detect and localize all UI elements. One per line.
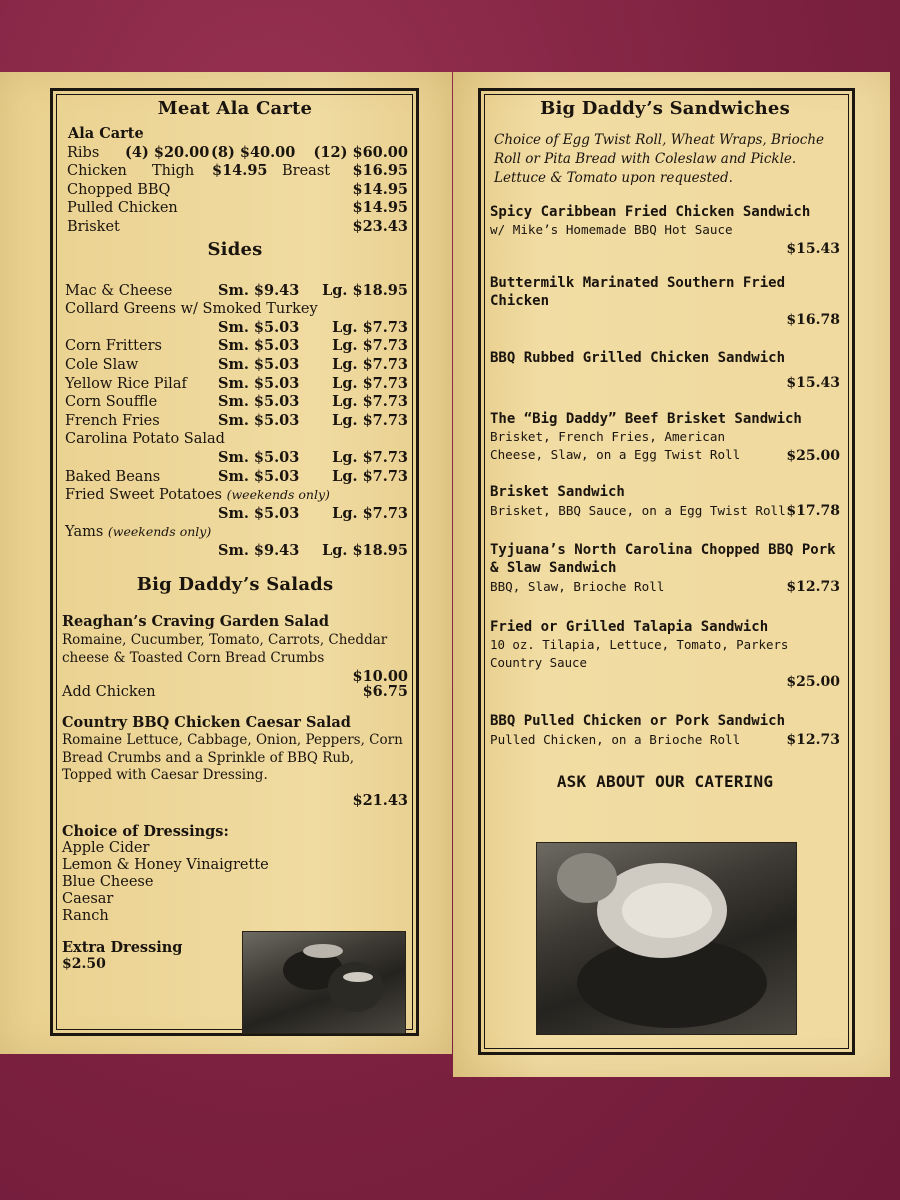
side-baked-beans: Baked Beans Sm. $5.03 Lg. $7.73 <box>65 467 408 485</box>
dressing-item: Blue Cheese <box>62 873 154 890</box>
extra-dressing-price: $2.50 <box>62 955 106 972</box>
ribs-row: Ribs (4) $20.00 (8) $40.00 (12) $60.00 <box>67 143 408 161</box>
side-french-fries: French Fries Sm. $5.03 Lg. $7.73 <box>65 411 408 429</box>
sandwich-desc: Brisket, French Fries, American Cheese, Slaw, on a Egg Twist Roll <box>490 429 741 462</box>
caesar-salad <box>62 714 408 811</box>
sandwich-price: $17.78 <box>786 503 840 519</box>
sandwich-desc: Brisket, BBQ Sauce, on a Egg Twist Roll <box>490 503 786 518</box>
sandwich-price: $15.43 <box>786 375 840 391</box>
sandwiches-intro: Choice of Egg Twist Roll, Wheat Wraps, Brioche Roll or Pita Bread with Coleslaw and Pickle. Lettuce & Tomato upon requested. <box>494 132 825 186</box>
sandwich-price: $12.73 <box>786 732 840 748</box>
side-cole-slaw: Cole Slaw Sm. $5.03 Lg. $7.73 <box>65 355 408 373</box>
sandwich-price: $12.73 <box>786 579 840 595</box>
catering-note: ASK ABOUT OUR CATERING <box>556 772 774 791</box>
side-corn-souffle: Corn Souffle Sm. $5.03 Lg. $7.73 <box>65 393 408 411</box>
caesar-salad-price: $21.43 <box>352 791 408 809</box>
salads-title: Big Daddy’s Salads <box>136 574 334 596</box>
dressings-title: Choice of Dressings: <box>62 822 229 840</box>
sandwich-price: $25.00 <box>786 448 840 464</box>
ala-carte-label: Ala Carte <box>68 125 144 142</box>
chopped-bbq-row: Chopped BBQ $14.95 <box>67 180 408 198</box>
sandwich-item <box>490 410 840 464</box>
side-sweet-potatoes: Fried Sweet Potatoes (weekends only) <box>65 487 330 504</box>
sandwich-name: BBQ Rubbed Grilled Chicken Sandwich <box>490 350 786 366</box>
dressing-item: Apple Cider <box>62 839 150 856</box>
sides-list <box>62 282 408 561</box>
side-potato-salad: Carolina Potato Salad <box>65 431 225 448</box>
sandwich-price: $25.00 <box>786 674 840 690</box>
sandwich-name: Fried or Grilled Talapia Sandwich <box>490 619 769 635</box>
sandwich-name: The “Big Daddy” Beef Brisket Sandwich <box>490 411 802 427</box>
side-potato-salad-prices: Sm. $5.03 Lg. $7.73 <box>218 448 408 466</box>
sandwich-item <box>490 483 840 521</box>
right-menu-content <box>490 92 840 791</box>
side-mac-cheese: Mac & Cheese Sm. $9.43 Lg. $18.95 <box>65 281 408 299</box>
sandwich-desc: BBQ, Slaw, Brioche Roll <box>490 579 665 594</box>
salad-photo <box>242 931 406 1034</box>
dressing-item: Ranch <box>62 907 109 924</box>
sides-title: Sides <box>207 238 263 260</box>
garden-salad-desc: Romaine, Cucumber, Tomato, Carrots, Cheddar cheese & Toasted Corn Bread Crumbs <box>62 632 388 667</box>
side-corn-fritters: Corn Fritters Sm. $5.03 Lg. $7.73 <box>65 337 408 355</box>
sandwich-desc: 10 oz. Tilapia, Lettuce, Tomato, Parkers Country Sauce <box>490 637 789 670</box>
garden-salad-name: Reaghan’s Craving Garden Salad <box>62 613 330 631</box>
dressing-item: Caesar <box>62 890 114 907</box>
sandwich-photo <box>536 842 797 1035</box>
garden-salad <box>62 613 408 687</box>
sandwich-desc: Pulled Chicken, on a Brioche Roll <box>490 732 741 747</box>
caesar-salad-name: Country BBQ Chicken Caesar Salad <box>62 714 351 732</box>
meat-ala-carte-title: Meat Ala Carte <box>157 98 313 119</box>
sandwich-name: BBQ Pulled Chicken or Pork Sandwich <box>490 713 786 729</box>
sandwich-desc: w/ Mike’s Homemade BBQ Hot Sauce <box>490 222 733 237</box>
sandwich-name: Tyjuana’s North Carolina Chopped BBQ Pork & Slaw Sandwich <box>490 542 836 576</box>
sandwich-item <box>490 203 840 259</box>
sandwich-name: Brisket Sandwich <box>490 484 625 500</box>
caesar-salad-desc: Romaine Lettuce, Cabbage, Onion, Peppers, Corn Bread Crumbs and a Sprinkle of BBQ Rub, Topped with Caesar Dressing. <box>62 732 403 784</box>
sandwich-item <box>490 618 840 692</box>
brisket-row: Brisket $23.43 <box>67 217 408 235</box>
side-yams-prices: Sm. $9.43 Lg. $18.95 <box>218 541 408 559</box>
dressing-item: Lemon & Honey Vinaigrette <box>62 856 269 873</box>
sandwich-item <box>490 274 840 330</box>
left-menu-content <box>62 92 408 973</box>
side-sweet-potatoes-prices: Sm. $5.03 Lg. $7.73 <box>218 504 408 522</box>
sandwich-item <box>490 712 840 750</box>
pulled-chicken-row: Pulled Chicken $14.95 <box>67 199 408 217</box>
garden-salad-price: $10.00 <box>352 668 408 686</box>
dressings-section <box>62 823 408 925</box>
side-collard-greens-prices: Sm. $5.03 Lg. $7.73 <box>218 318 408 336</box>
extra-dressing-name: Extra Dressing <box>62 938 183 956</box>
sandwich-price: $16.78 <box>786 312 840 328</box>
sandwich-name: Buttermilk Marinated Southern Fried Chicken <box>490 275 786 309</box>
sandwich-item <box>490 541 840 597</box>
chicken-row: Chicken Thigh $14.95 Breast $16.95 <box>67 162 408 180</box>
side-collard-greens: Collard Greens w/ Smoked Turkey <box>65 301 318 318</box>
sandwich-name: Spicy Caribbean Fried Chicken Sandwich <box>490 204 811 220</box>
side-yellow-rice: Yellow Rice Pilaf Sm. $5.03 Lg. $7.73 <box>65 374 408 392</box>
side-yams: Yams (weekends only) <box>65 524 212 541</box>
sandwiches-title: Big Daddy’s Sandwiches <box>540 98 790 119</box>
sandwich-price: $15.43 <box>786 241 840 257</box>
sandwich-item <box>490 349 840 393</box>
add-chicken-row: Add Chicken $6.75 <box>62 683 408 701</box>
